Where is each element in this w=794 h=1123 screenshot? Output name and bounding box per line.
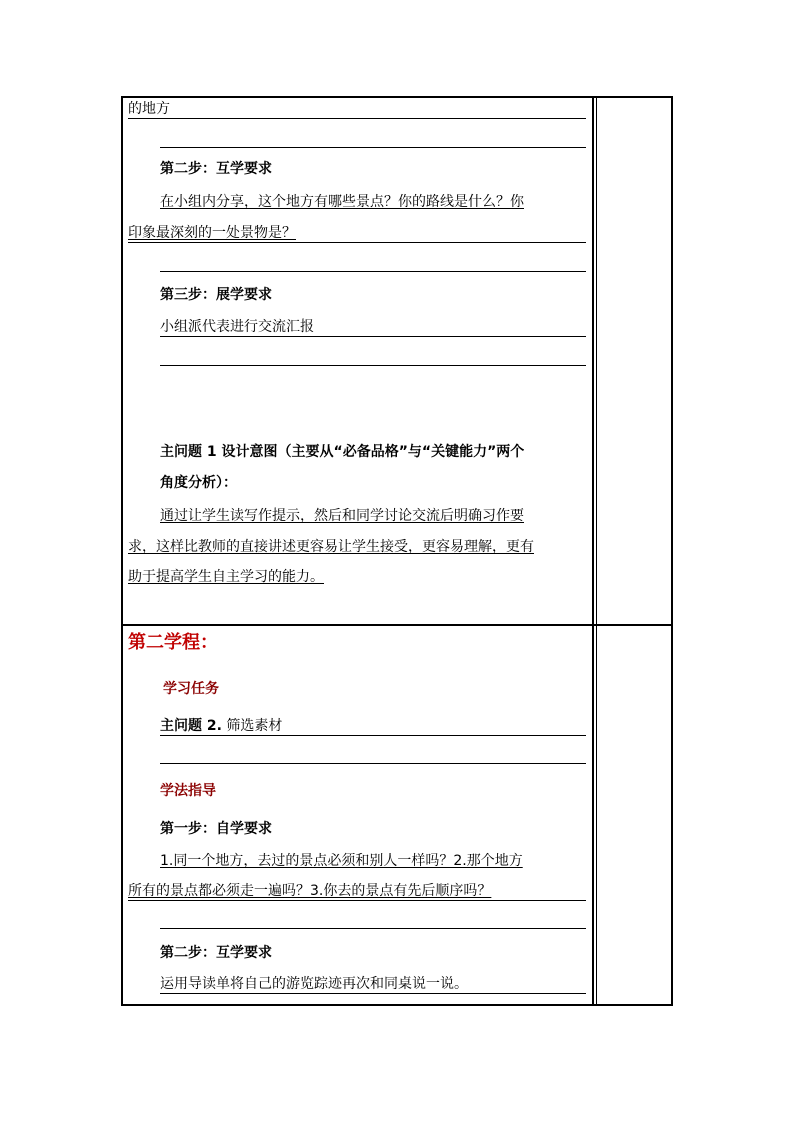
text-line: 的地方 [128, 100, 586, 119]
step2b-title: 第二步：互学要求 [160, 945, 272, 961]
blank-answer-line [160, 365, 586, 366]
design-intent-text-end: 助于提高学生自主学习的能力。 [128, 569, 324, 585]
design-intent-text: 通过让学生读写作提示，然后和同学讨论交流后明确习作要 [160, 508, 524, 524]
method-guide-title: 学法指导 [160, 783, 216, 799]
learning-task-title: 学习任务 [163, 681, 219, 697]
step2-text-cont: 印象最深刻的一处景物是？ [128, 224, 586, 243]
step1-text: 1.同一个地方，去过的景点必须和别人一样吗？2.那个地方 [160, 853, 523, 869]
step1-text-cont: 所有的景点都必须走一遍吗？3.你去的景点有先后顺序吗？ [128, 882, 586, 901]
column-divider [592, 96, 594, 1006]
step3-title: 第三步：展学要求 [160, 287, 272, 303]
step2b-text: 运用导读单将自己的游览踪迹再次和同桌说一说。 [160, 975, 586, 994]
row-divider [121, 624, 673, 626]
question2-text: 筛选素材 [221, 718, 283, 734]
step3-text: 小组派代表进行交流汇报 [160, 318, 586, 337]
design-intent-text-cont: 求，这样比教师的直接讲述更容易让学生接受，更容易理解，更有 [128, 539, 534, 555]
step2-text: 在小组内分享，这个地方有哪些景点？你的路线是什么？你 [160, 194, 524, 210]
blank-answer-line [160, 147, 586, 148]
step1-title: 第一步：自学要求 [160, 821, 272, 837]
design-intent-title-cont: 角度分析）： [160, 475, 237, 491]
design-intent-title: 主问题 1 设计意图（主要从“必备品格”与“关键能力”两个 [160, 444, 525, 460]
question2-label: 主问题 2. [160, 718, 222, 734]
blank-answer-line [160, 928, 586, 929]
question2-line [160, 717, 586, 736]
column-divider [596, 96, 597, 1006]
step2-title: 第二步：互学要求 [160, 161, 272, 177]
section-heading: 第二学程： [128, 632, 218, 653]
blank-answer-line [160, 763, 586, 764]
blank-answer-line [160, 271, 586, 272]
